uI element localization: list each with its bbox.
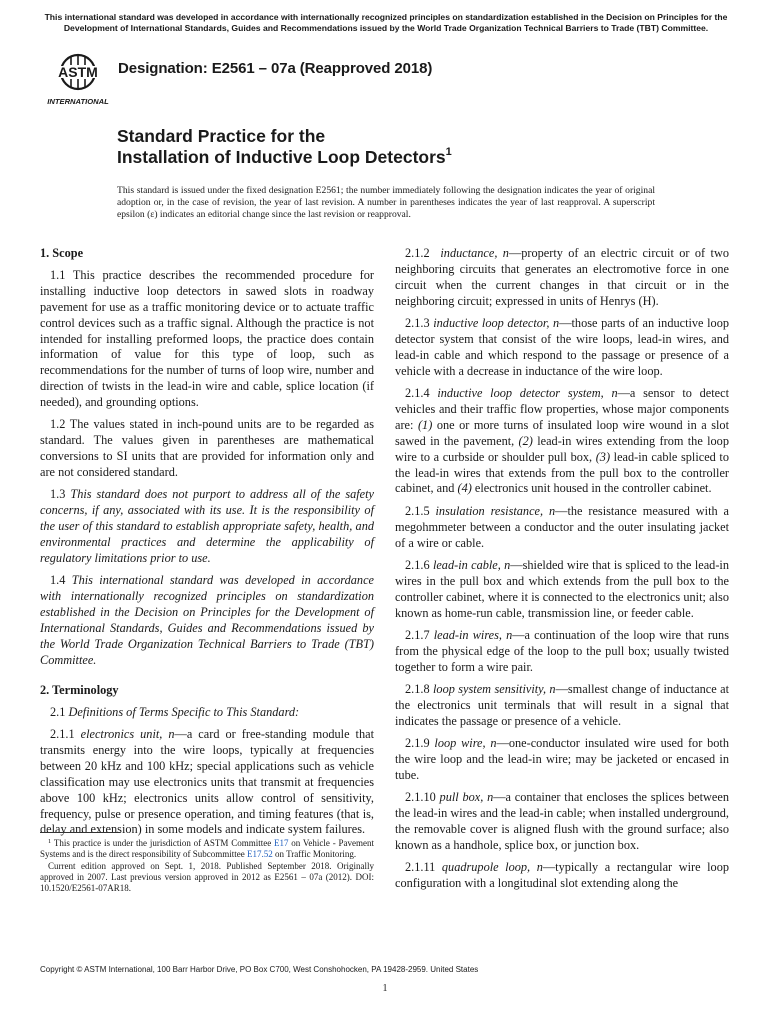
definition-term: insulation resistance, n [435,503,556,518]
left-column [40,246,374,845]
definition-term: inductance, n [440,246,509,260]
definition-term: electronics unit, n [80,727,175,742]
definition-text: —smallest change of inductance at the electronics unit terminals that will result in a signal that indicates the passage or presence of a vehicle. [395,682,729,728]
definition-term: quadrupole loop, n [441,860,543,875]
definition-text: —one-conductor insulated wire used for both the wire loop and the lead-in wire; may be jacketed or encased in tube. [395,736,729,782]
list-marker: (1) [417,417,433,432]
definition-2-1-4 [395,386,729,497]
definition-term: lead-in cable, n [432,557,511,572]
definition-text: —a container that encloses the splices between the lead-in wires and the lead-in cable; when installed underground, the removable cover is aligned flush with the ground surface; also known as a handhole, splice box, or junction box. [395,790,729,852]
definition-2-1-7 [395,628,729,676]
definition-number: 2.1.8 [405,682,430,696]
definition-2-1-2 [395,246,729,310]
paragraph-number: 1.3 [50,487,66,502]
paragraph-2-1 [40,705,374,721]
definition-term: loop wire, n [434,736,497,751]
title-footnote-mark: 1 [445,146,452,158]
standard-notice: This international standard was developed in accordance with internationally recognized principles on standardization established in the Decision on Principles for the Development of International Standards, Guides and Recommendations issued by the World Trade Organization Technical Barriers to Trade (TBT) Committee. [44,12,728,33]
footnote-text: on Traffic Monitoring. [272,849,357,860]
footnote-approval: Current edition approved on Sept. 1, 2018. Published September 2018. Originally approved in 2007. Last previous version approved in 2012 as E2561 – 07a (2012). DOI: 10.1520/E2561-07AR18. [40,860,374,894]
definition-2-1-11 [395,860,729,892]
title-line-1: Standard Practice for the [117,126,326,146]
definition-number: 2.1.4 [405,386,430,401]
definition-number: 2.1.7 [405,627,430,642]
terminology-heading: 2. Terminology [40,682,119,697]
copyright-line: Copyright © ASTM International, 100 Barr Harbor Drive, PO Box C700, West Conshohocken, PA 19428-2959. United States [40,965,479,974]
definition-text: lead-in wires extending from the loop wire to a curbside or shoulder pull box, [395,433,729,464]
committee-e17-link[interactable]: E17 [274,838,289,848]
definition-text: —the resistance measured with a megohmmeter between a conductor and the outer insulating jacket of a wire or cable. [395,503,729,550]
definition-2-1-8 [395,682,729,730]
definition-term: loop system sensitivity, n [433,682,556,696]
list-marker: (4) [457,481,472,496]
definition-term: inductive loop detector, n [433,316,560,331]
right-column [395,246,729,898]
definition-text: —those parts of an inductive loop detector system that consist of the wire loops, lead-in wires, and lead-in cable and which respond to the passage or presence of a vehicle with a decrease in inductance of the wire loop. [395,316,730,378]
definition-2-1-1 [40,727,374,838]
definition-text: —typically a rectangular wire loop configuration with a longitudinal slot extending along the [395,860,730,891]
astm-logo-icon [38,48,116,110]
designation: Designation: E2561 – 07a (Reapproved 2018) [118,60,433,77]
definition-text: —shielded wire that is spliced to the lead-in wires in the pull box and which extends from the pull box to the controller cabinet, where it is connected to the electronics unit; also known as home-run cable, transmission line, or feeder cable. [395,557,729,620]
definition-number: 2.1.2 [405,246,430,260]
list-marker: (2) [518,433,533,448]
document-title [117,126,452,168]
astm-logo-caption: INTERNATIONAL [47,97,109,106]
title-line-2 [117,147,452,168]
definition-text: electronics unit housed in the controller cabinet. [471,481,712,496]
definition-term: inductive loop detector system, n [437,386,618,401]
definition-number: 2.1.5 [405,503,430,518]
page-number: 1 [382,983,388,994]
footnote-text: This practice is under the jurisdiction of ASTM Committee [51,838,274,848]
definition-term: lead-in wires, n [433,627,513,642]
definition-text: one or more turns of insulated loop wire wound in a slot sawed in the pavement, [395,417,729,448]
definition-2-1-6 [395,558,729,622]
definition-number: 2.1.9 [405,736,430,751]
footnote-jurisdiction [40,838,374,861]
definition-text: —a card or free-standing module that transmits energy into the wire loops, typically at frequencies between 20 kHz and 100 kHz; special applications such as vehicle classification may use electronics units that transmit at frequencies above 100 kHz; electronics units allow control of sensitivity, frequency, pulse or presence operation, and timing features (that is, delay and extension) in some models and indicate system failures. [40,727,375,837]
paragraph-number: 1.4 [50,573,66,588]
definition-2-1-10 [395,790,729,854]
footnote [40,838,374,894]
paragraph-1-2: 1.2 The values stated in inch-pound units are to be regarded as standard. The values given in parentheses are mathematical conversions to SI units that are provided for information only and are not considered standard. [40,417,374,480]
subcommittee-e17-52-link[interactable]: E17.52 [246,849,273,860]
footnote-mark: 1 [48,838,52,845]
definition-number: 2.1.11 [405,860,436,875]
definition-number: 2.1.3 [405,316,430,331]
paragraph-text: Definitions of Terms Specific to This Standard: [68,704,300,719]
paragraph-text: This standard does not purport to address all of the safety concerns, if any, associated with its use. It is the responsibility of the user of this standard to establish appropriate safety, health, and environmental practices and determine the applicability of regulatory limitations prior to use. [40,487,374,566]
definition-text: lead-in cable spliced to the lead-in wires that extends from the pull box to the controller cabinet, and [395,449,729,496]
definition-text: —property of an electric circuit or of two neighboring circuits that generates an electromotive force in one circuit when the current changes in that circuit or in the neighboring circuit; expressed in units of Henrys (H). [395,246,729,308]
definition-text: —a continuation of the loop wire that runs from the physical edge of the loop to the pull box; usually twisted together to form a wire pair. [395,627,729,674]
definition-number: 2.1.6 [405,557,430,572]
astm-logo-text: ASTM [58,64,98,80]
issuance-statement: This standard is issued under the fixed designation E2561; the number immediately following the designation indicates the year of original adoption or, in the case of revision, the year of last revision. A number in parentheses indicates the year of last reapproval. A superscript epsilon (ε) indicates an editorial change since the last revision or reapproval. [117,185,655,220]
definition-number: 2.1.10 [405,790,436,805]
definition-2-1-5 [395,504,729,552]
definition-number: 2.1.1 [50,727,75,742]
paragraph-1-3 [40,487,374,567]
footnote-text: on Vehicle - Pavement Systems and is the direct responsibility of Subcommittee [40,838,374,860]
scope-heading: 1. Scope [40,246,84,260]
footnote-divider [40,832,120,833]
definition-2-1-3 [395,316,729,380]
paragraph-text: This international standard was developed in accordance with internationally recognized principles on standardization established in the Decision on Principles for the Development of International Standards, Guides and Recommendations issued by the World Trade Organization Technical Barriers to Trade (TBT) Committee. [40,573,374,667]
definition-text: —a sensor to detect vehicles and their traffic flow properties, whose major components are: [395,386,729,432]
paragraph-1-4 [40,573,374,668]
title-line-2-text: Installation of Inductive Loop Detectors [117,147,446,167]
paragraph-1-1: 1.1 This practice describes the recommended procedure for installing inductive loop detectors in sawed slots in roadway pavement for use as a traffic monitoring device or to actuate traffic control devices such as a traffic signal. Although the practice is not intended for installing preformed loops, the practice does contain information of value for this type of loop, such as recommendations for the number of turns of loop wire, number and direction of twists in the lead-in wire and cable, splice location (if needed), and grounding options. [40,267,374,410]
definition-2-1-9 [395,736,729,784]
definition-term: pull box, n [439,790,494,805]
paragraph-number: 2.1 [50,704,66,719]
list-marker: (3) [595,449,611,464]
